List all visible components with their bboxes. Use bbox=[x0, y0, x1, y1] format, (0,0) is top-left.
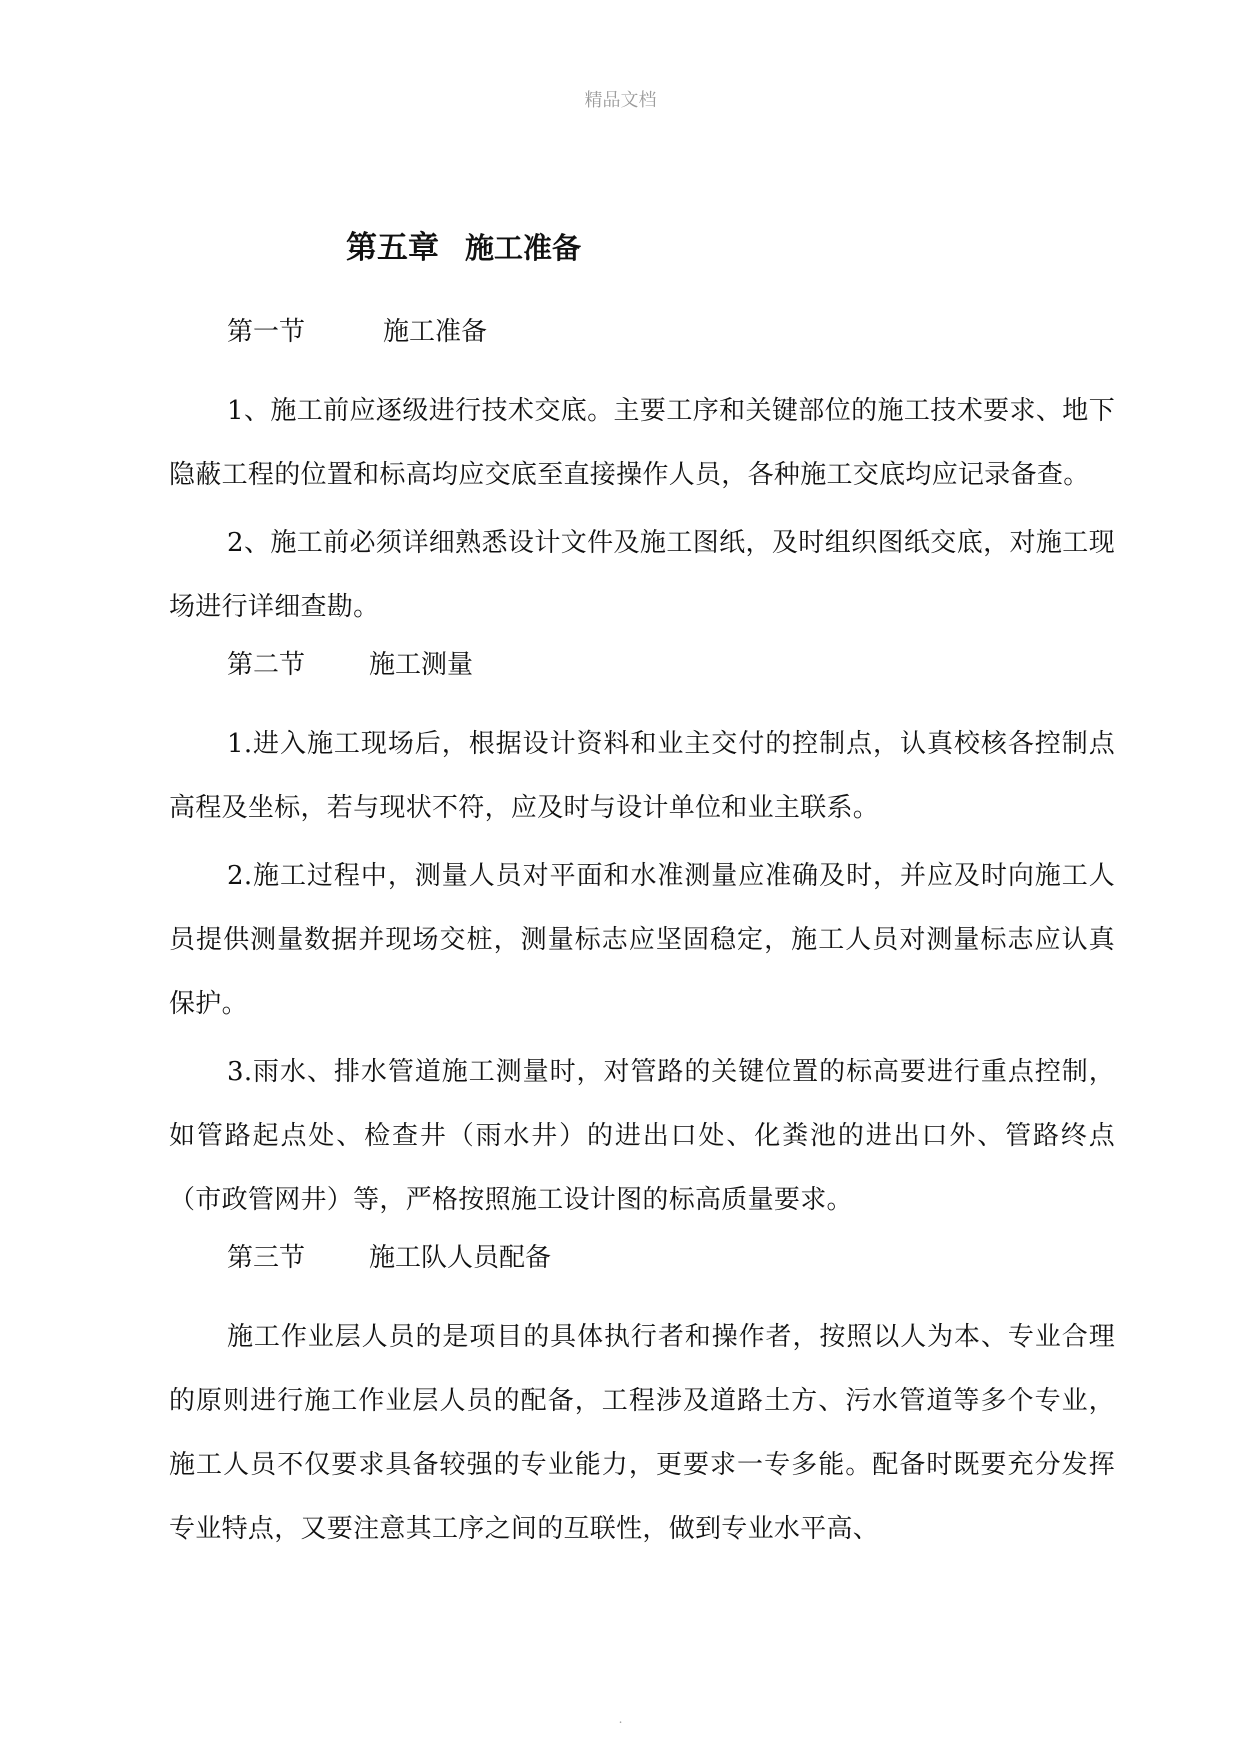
paragraph: 2.施工过程中，测量人员对平面和水准测量应准确及时，并应及时向施工人员提供测量数据并现场交桩，测量标志应坚固稳定，施工人员对测量标志应认真保护。 bbox=[169, 861, 1115, 1019]
paragraph: 施工作业层人员的是项目的具体执行者和操作者，按照以人为本、专业合理的原则进行施工作业层人员的配备，工程涉及道路土方、污水管道等多个专业，施工人员不仅要求具备较强的专业能力，更要求一专多能。配备时既要充分发挥专业特点，又要注意其工序之间的互联性，做到专业水平高、 bbox=[169, 1322, 1115, 1544]
header-watermark: 精品文档 bbox=[584, 90, 657, 111]
section-title: 施工测量 bbox=[369, 650, 474, 680]
section-title: 施工队人员配备 bbox=[369, 1243, 552, 1273]
document-body bbox=[169, 310, 1115, 1565]
paragraph: 1.进入施工现场后，根据设计资料和业主交付的控制点，认真校核各控制点高程及坐标，若与现状不符，应及时与设计单位和业主联系。 bbox=[169, 729, 1115, 823]
chapter-number: 第五章 bbox=[346, 230, 439, 266]
section-number: 第三节 bbox=[227, 1243, 306, 1273]
footer-mark: . bbox=[618, 1712, 623, 1726]
section-number: 第二节 bbox=[227, 650, 306, 680]
section-title: 施工准备 bbox=[383, 317, 488, 347]
section-heading-1 bbox=[169, 310, 1115, 354]
section-heading-2 bbox=[169, 643, 1115, 687]
section-heading-3 bbox=[169, 1236, 1115, 1280]
section-number: 第一节 bbox=[227, 317, 306, 347]
paragraph: 2、施工前必须详细熟悉设计文件及施工图纸，及时组织图纸交底，对施工现场进行详细查勘。 bbox=[169, 528, 1115, 622]
chapter-name: 施工准备 bbox=[465, 231, 582, 265]
chapter-title bbox=[346, 222, 581, 267]
paragraph: 1、施工前应逐级进行技术交底。主要工序和关键部位的施工技术要求、地下隐蔽工程的位置和标高均应交底至直接操作人员，各种施工交底均应记录备查。 bbox=[169, 396, 1115, 490]
paragraph: 3.雨水、排水管道施工测量时，对管路的关键位置的标高要进行重点控制，如管路起点处、检查井（雨水井）的进出口处、化粪池的进出口外、管路终点（市政管网井）等，严格按照施工设计图的标高质量要求。 bbox=[169, 1057, 1115, 1215]
